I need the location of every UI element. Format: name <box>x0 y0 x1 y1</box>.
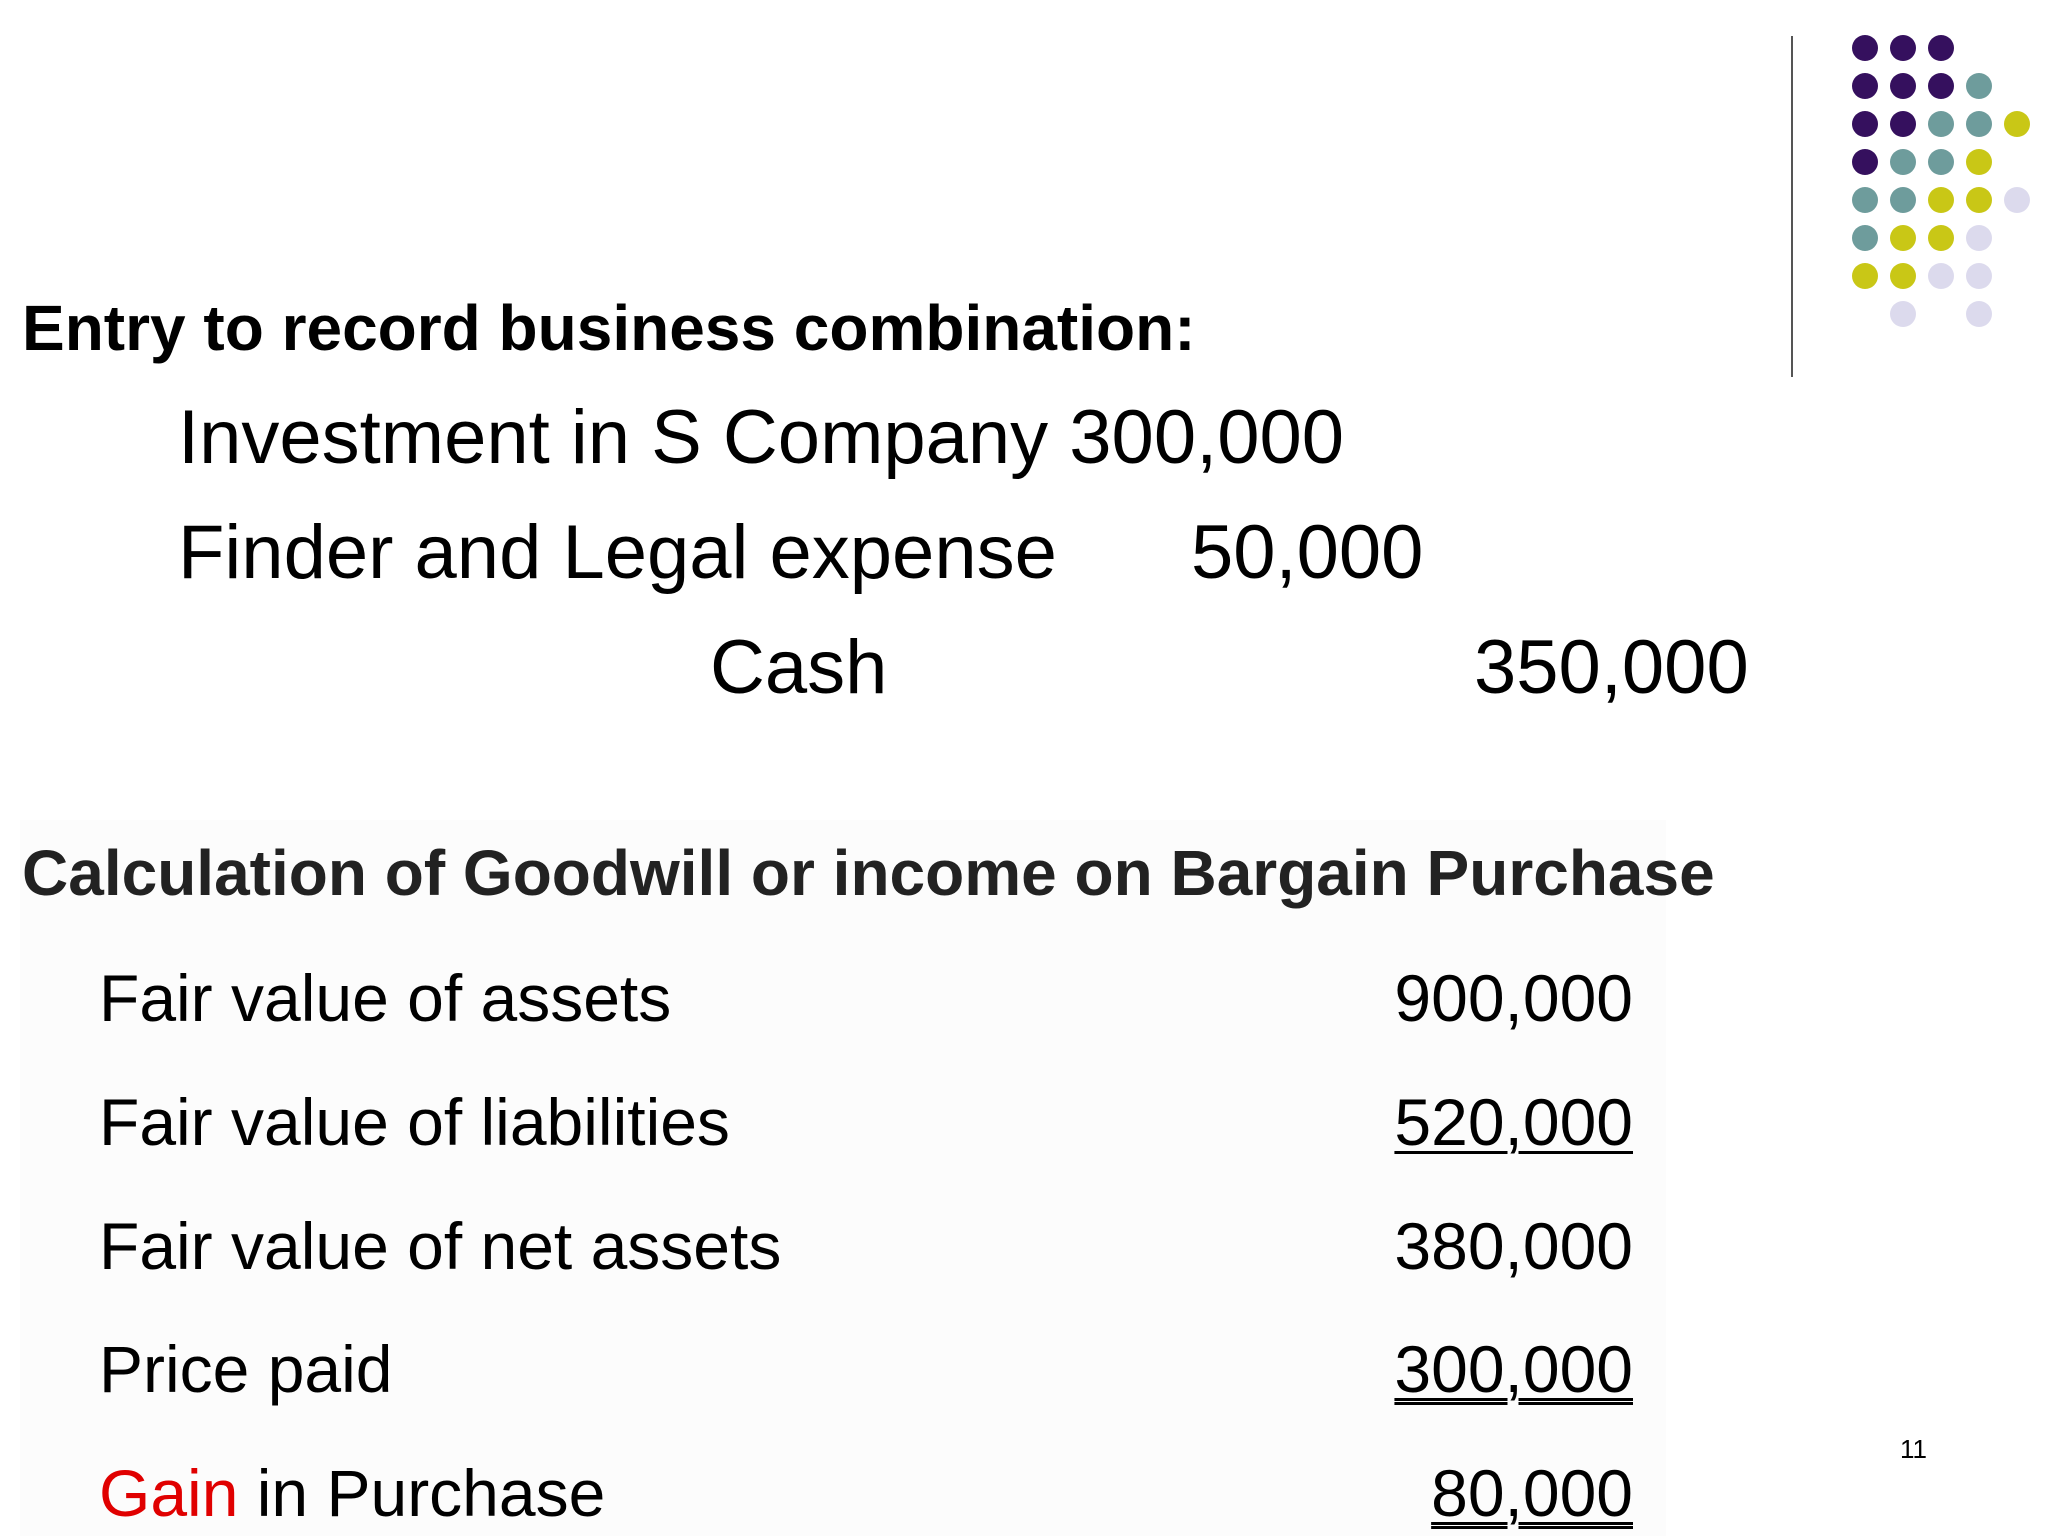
calc-row-value-assets: 900,000 <box>1394 961 1633 1035</box>
decorative-dot <box>1852 35 1878 61</box>
decorative-dot <box>1890 149 1916 175</box>
decorative-dot <box>1852 73 1878 99</box>
decorative-vertical-line <box>1791 36 1793 377</box>
entry-line-finder-label: Finder and Legal expense <box>178 510 1057 595</box>
decorative-dot <box>1890 225 1916 251</box>
gain-highlight-word: Gain <box>99 1456 239 1530</box>
decorative-dot <box>1890 35 1916 61</box>
decorative-dot <box>1852 187 1878 213</box>
decorative-dot <box>1966 263 1992 289</box>
entry-heading: Entry to record business combination: <box>22 292 1196 364</box>
decorative-dot <box>1852 149 1878 175</box>
decorative-dot <box>1890 263 1916 289</box>
decorative-dot <box>1928 73 1954 99</box>
decorative-dot <box>2004 187 2030 213</box>
decorative-dot <box>1966 225 1992 251</box>
entry-line-finder-amount: 50,000 <box>1191 510 1424 595</box>
decorative-dot <box>1966 301 1992 327</box>
calc-row-label-gain <box>99 1456 606 1530</box>
decorative-dot <box>1890 187 1916 213</box>
entry-line-investment: Investment in S Company 300,000 <box>178 395 1345 480</box>
entry-line-cash-label: Cash <box>710 625 888 710</box>
decorative-dot <box>1890 111 1916 137</box>
decorative-dot <box>1852 111 1878 137</box>
decorative-dot <box>1928 35 1954 61</box>
decorative-dot <box>1928 187 1954 213</box>
decorative-dot <box>1852 225 1878 251</box>
calc-row-label-liabilities: Fair value of liabilities <box>99 1085 730 1159</box>
calc-row-label-assets: Fair value of assets <box>99 961 672 1035</box>
decorative-dot <box>2004 111 2030 137</box>
calc-row-value-gain: 80,000 <box>1431 1456 1633 1530</box>
decorative-dot <box>1890 73 1916 99</box>
calc-row-label-price-paid: Price paid <box>99 1332 393 1406</box>
decorative-dot <box>1928 149 1954 175</box>
decorative-dot <box>1966 73 1992 99</box>
decorative-dot <box>1966 187 1992 213</box>
decorative-dot <box>1852 263 1878 289</box>
entry-line-cash-amount: 350,000 <box>1474 625 1749 710</box>
decorative-dot <box>1928 263 1954 289</box>
calculation-heading: Calculation of Goodwill or income on Bargain Purchase <box>22 837 1715 909</box>
decorative-dot <box>1928 111 1954 137</box>
decorative-dot <box>1928 225 1954 251</box>
calculation-panel-background <box>20 820 1666 1536</box>
calc-row-value-liabilities: 520,000 <box>1394 1085 1633 1159</box>
calc-row-label-net-assets: Fair value of net assets <box>99 1209 782 1283</box>
decorative-dot <box>1966 111 1992 137</box>
slide-number: 11 <box>1900 1434 1927 1464</box>
calc-row-value-net-assets: 380,000 <box>1394 1209 1633 1283</box>
gain-label-rest: in Purchase <box>238 1456 606 1530</box>
decorative-dot <box>1966 149 1992 175</box>
decorative-dot <box>1890 301 1916 327</box>
calc-row-value-price-paid: 300,000 <box>1394 1332 1633 1406</box>
